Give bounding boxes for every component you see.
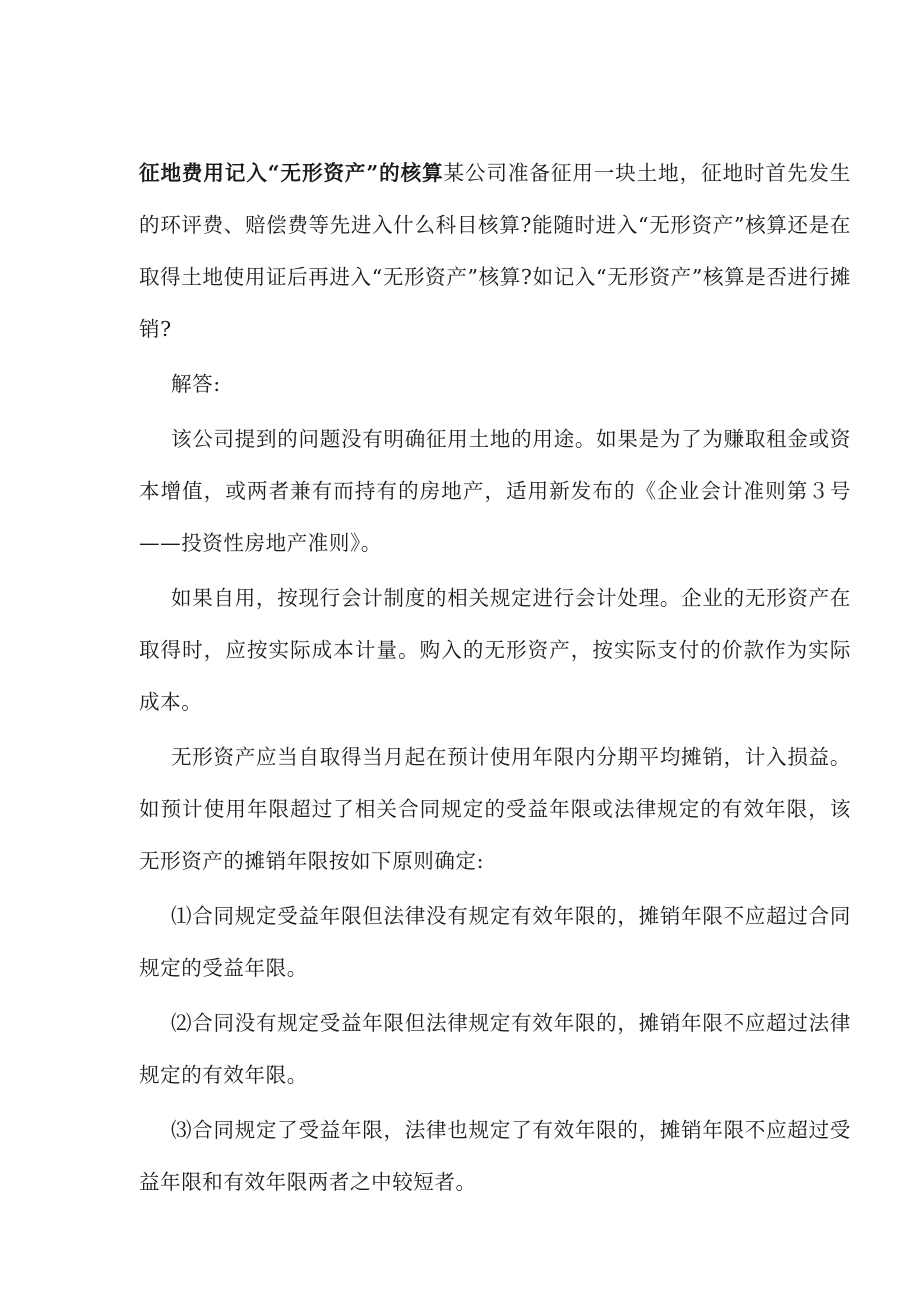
question-paragraph <box>139 147 851 355</box>
rule-item-2: ⑵合同没有规定受益年限但法律规定有效年限的，摊销年限不应超过法律规定的有效年限。 <box>139 1011 851 1087</box>
paragraph-amortization: 无形资产应当自取得当月起在预计使用年限内分期平均摊销，计入损益。如预计使用年限超过了相关合同规定的受益年限或法律规定的有效年限，该无形资产的摊销年限按如下原则确定: <box>139 745 851 873</box>
answer-label: 解答: <box>171 372 221 396</box>
paragraph-usage: 该公司提到的问题没有明确征用土地的用途。如果是为了为赚取租金或资本增值，或两者兼有而持有的房地产，适用新发布的《企业会计准则第３号——投资性房地产准则》。 <box>139 427 851 555</box>
document-title: 征地费用记入“无形资产”的核算 <box>139 161 444 185</box>
rule-item-1: ⑴合同规定受益年限但法律没有规定有效年限的，摊销年限不应超过合同规定的受益年限。 <box>139 904 851 980</box>
rule-item-3: ⑶合同规定了受益年限，法律也规定了有效年限的，摊销年限不应超过受益年限和有效年限两者之中较短者。 <box>139 1118 851 1194</box>
paragraph-self-use: 如果自用，按现行会计制度的相关规定进行会计处理。企业的无形资产在取得时，应按实际成本计量。购入的无形资产，按实际支付的价款作为实际成本。 <box>139 586 851 714</box>
question-text: 某公司准备征用一块土地，征地时首先发生的环评费、赔偿费等先进入什么科目核算?能随时进入“无形资产”核算还是在取得土地使用证后再进入“无形资产”核算?如记入“无形资产”核算是否进行摊销? <box>139 161 851 341</box>
document-body <box>139 147 851 1208</box>
